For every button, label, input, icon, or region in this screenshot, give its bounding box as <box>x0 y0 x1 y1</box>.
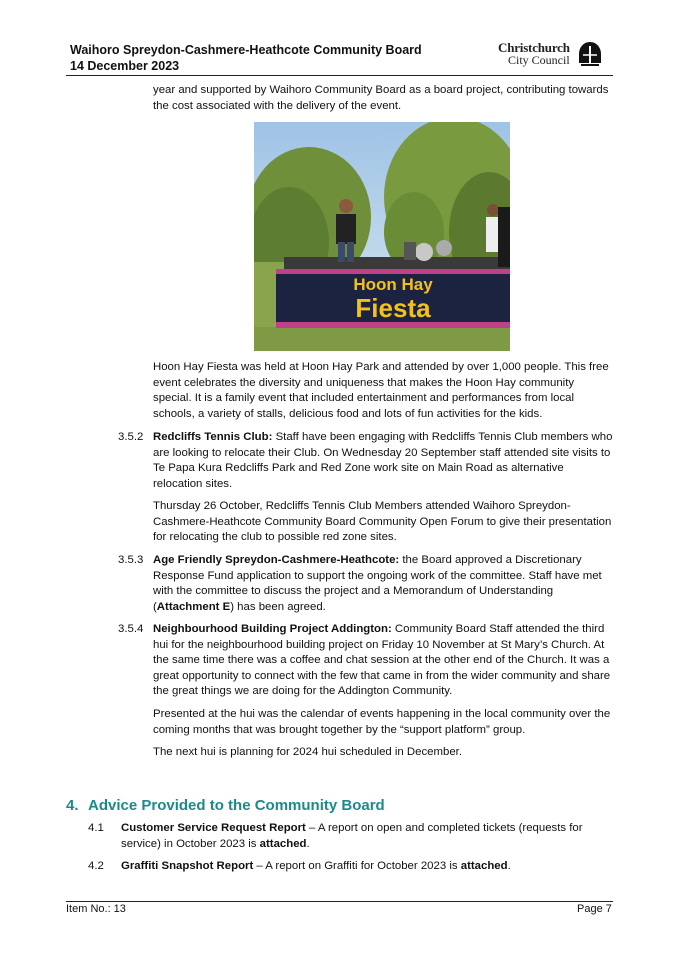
item-number: 3.5.3 <box>118 554 144 566</box>
item-period: . <box>507 860 511 872</box>
banner-line-2: Fiesta <box>355 293 431 323</box>
section-heading <box>66 797 385 814</box>
item-title: Redcliffs Tennis Club: <box>153 431 273 443</box>
item-number: 4.1 <box>88 822 104 834</box>
cathedral-icon <box>578 41 602 67</box>
hui-calendar-paragraph: Presented at the hui was the calendar of events happening in the local community over the coming months that was brought together by the “support platform” group. <box>153 708 611 736</box>
item-graffiti-report <box>121 859 601 875</box>
item-text: the Board approved a Discretionary Response Fund application to support the ongoing work of the committee. Staff have met with the committee to discuss the project and a Memorandum of Understanding ( <box>153 554 602 613</box>
attached-label: attached <box>460 860 508 872</box>
attachment-ref: Attachment E <box>156 600 231 613</box>
header-rule <box>66 75 613 76</box>
meeting-date: 14 December 2023 <box>70 59 180 73</box>
redcliffs-followup-paragraph: Thursday 26 October, Redcliffs Tennis Club Members attended Waihoro Spreydon-Cashmere-Heathcote Community Board Community Open Forum to give their presentation for relocating the club to possible red zone sites. <box>153 500 612 543</box>
document-header <box>70 42 422 74</box>
item-text-end: ) has been agreed. <box>230 600 326 613</box>
item-number: 3.5.2 <box>118 431 144 443</box>
item-number: 3.5.4 <box>118 623 144 635</box>
item-age-friendly <box>153 553 615 615</box>
council-logo <box>498 40 602 70</box>
hoon-hay-fiesta-photo <box>254 122 510 351</box>
item-title: Customer Service Request Report <box>121 822 306 834</box>
footer-item-number: Item No.: 13 <box>66 903 126 915</box>
section-number: 4. <box>66 797 79 814</box>
next-hui-paragraph: The next hui is planning for 2024 hui scheduled in December. <box>153 746 463 758</box>
item-text: – A report on Graffiti for October 2023 is <box>253 860 461 872</box>
item-title: Neighbourhood Building Project Addington: <box>153 623 392 635</box>
item-text: Community Board Staff attended the third hui for the neighbourhood building project on Friday 10 November at St Mary’s Church. At the same time there was a coffee and chat session at the other end of the Church. It was a great opportunity to connect with the few that came in from the wider community and share the great things we are doing for the Addington Community. <box>153 623 611 697</box>
logo-line-1: Christchurch <box>498 40 570 55</box>
board-name: Waihoro Spreydon-Cashmere-Heathcote Community Board <box>70 43 422 57</box>
item-customer-service-report <box>121 821 601 852</box>
item-number: 4.2 <box>88 860 104 872</box>
fiesta-paragraph: Hoon Hay Fiesta was held at Hoon Hay Park and attended by over 1,000 people. This free event celebrates the diversity and uniqueness that makes the Hoon Hay community special. It is a family event that included entertainment and performances from local schools, a variety of stalls, delicious food and lots of fun activities for the kids. <box>153 361 609 420</box>
intro-paragraph: year and supported by Waihoro Community Board as a board project, contributing towards the cost associated with the delivery of the event. <box>153 84 609 112</box>
item-period: . <box>306 837 310 850</box>
footer-page-number: Page 7 <box>577 903 612 915</box>
attached-label: attached <box>259 837 307 850</box>
footer-rule <box>66 901 613 902</box>
item-redcliffs-tennis <box>153 430 615 492</box>
item-text: – A report on open and completed tickets (requests for service) in October 2023 is <box>121 822 583 850</box>
logo-line-2: City Council <box>508 53 570 67</box>
section-title: Advice Provided to the Community Board <box>88 797 385 814</box>
item-title: Age Friendly Spreydon-Cashmere-Heathcote: <box>153 554 400 566</box>
item-neighbourhood-building <box>153 622 615 700</box>
banner-line-1: Hoon Hay <box>353 275 433 294</box>
item-title: Graffiti Snapshot Report <box>121 860 254 872</box>
item-text: Staff have been engaging with Redcliffs Tennis Club members who are looking to relocate their Club. On Wednesday 20 September staff attended site visits to Te Papa Kura Redcliffs Park and Red Zone work site on Main Road as alternative relocation sites. <box>153 431 613 490</box>
